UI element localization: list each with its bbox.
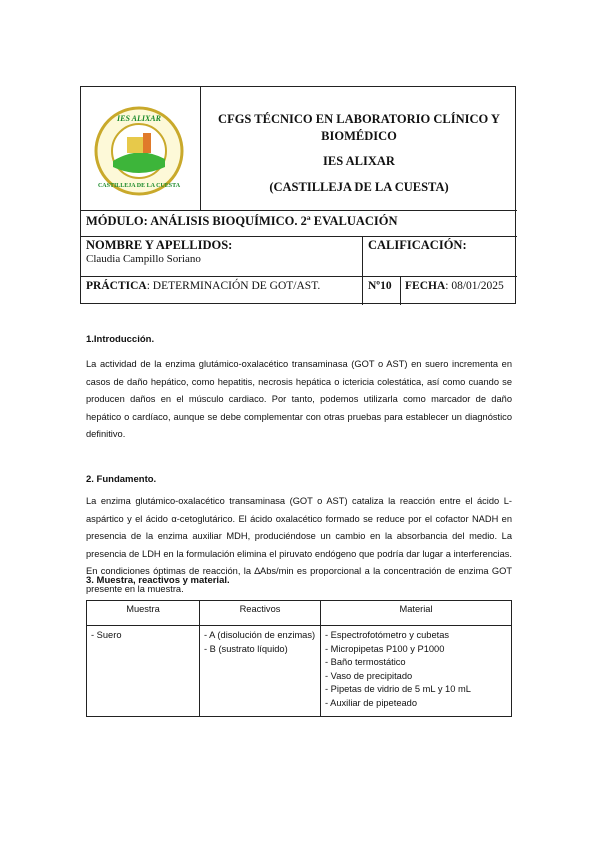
materials-table — [86, 600, 512, 717]
list-item: - Espectrofotómetro y cubetas — [325, 630, 450, 640]
practice-label: PRÁCTICA — [86, 280, 147, 292]
section-heading-intro: 1.Introducción. — [86, 334, 155, 345]
name-cell — [81, 236, 363, 277]
section-text-fundamento: La enzima glutámico-oxalacético transaminasa (GOT o AST) cataliza la reacción entre el ácido L-aspártico y el ácido α-cetoglutárico. El ácido oxalacético formado se reduce por el cofactor NADH en presencia de la enzima auxiliar MDH, produciéndose un cambio en la absorbancia del medio. La presencia de LDH en la formulación elimina el piruvato endógeno que podría dar lugar a interferencias. En condiciones óptimas de reacción, la ∆Abs/min es proporcional a la concentración de enzima GOT presente en la muestra. — [86, 496, 512, 594]
logo-cell — [81, 87, 201, 211]
list-item: - A (disolución de enzimas) — [204, 630, 316, 640]
list-item: - Auxiliar de pipeteado — [325, 697, 417, 708]
muestra-cell — [87, 626, 200, 717]
practice-cell — [81, 276, 363, 305]
svg-text:CASTILLEJA DE LA CUESTA: CASTILLEJA DE LA CUESTA — [97, 183, 181, 189]
grade-cell: CALIFICACIÓN: — [363, 236, 517, 277]
list-item: - B (sustrato líquido) — [204, 643, 288, 654]
school-name: IES ALIXAR — [323, 154, 395, 168]
list-item: - Vaso de precipitado — [325, 670, 413, 681]
column-header: Muestra — [87, 601, 200, 626]
table-row — [87, 626, 512, 717]
column-header: Reactivos — [200, 601, 321, 626]
list-item: - Pipetas de vidrio de 5 mL y 10 mL — [325, 684, 471, 694]
date-cell — [401, 276, 517, 305]
student-name: Claudia Campillo Soriano — [86, 253, 201, 265]
practice-number: Nº10 — [363, 276, 401, 305]
material-cell — [321, 626, 512, 717]
date-value: : 08/01/2025 — [445, 280, 504, 292]
section-text-intro: La actividad de la enzima glutámico-oxalacético transaminasa (GOT o AST) en suero incrementa en casos de daño hepático, como hepatitis, necrosis hepática o ictericia colestática, así como cuando se producen daños en el músculo cardiaco. Por tanto, podemos utilizarla como marcador de daño hepático o cardíaco, aunque se debe complementar con otras pruebas para establecer un diagnóstico definitivo. — [86, 359, 512, 440]
date-label: FECHA — [405, 280, 446, 292]
section-heading-materials: 3. Muestra, reactivos y material. — [86, 575, 230, 586]
module-row: MÓDULO: ANÁLISIS BIOQUÍMICO. 2ª EVALUACIÓN — [81, 210, 517, 237]
column-header: Material — [321, 601, 512, 626]
school-location: (CASTILLEJA DE LA CUESTA) — [269, 180, 449, 194]
header-table — [80, 86, 516, 304]
section-heading-fundamento: 2. Fundamento. — [86, 474, 157, 485]
list-item: - Baño termostático — [325, 657, 406, 667]
list-item: - Micropipetas P100 y P1000 — [325, 643, 445, 654]
list-item: - Suero — [91, 630, 122, 640]
program-title: CFGS TÉCNICO EN LABORATORIO CLÍNICO Y BIOMÉDICO — [218, 112, 500, 143]
svg-text:IES ALIXAR: IES ALIXAR — [117, 114, 161, 123]
practice-value: : DETERMINACIÓN DE GOT/AST. — [146, 280, 321, 292]
school-logo — [81, 87, 201, 211]
name-label: NOMBRE Y APELLIDOS: — [86, 238, 233, 252]
reactivos-cell — [200, 626, 321, 717]
